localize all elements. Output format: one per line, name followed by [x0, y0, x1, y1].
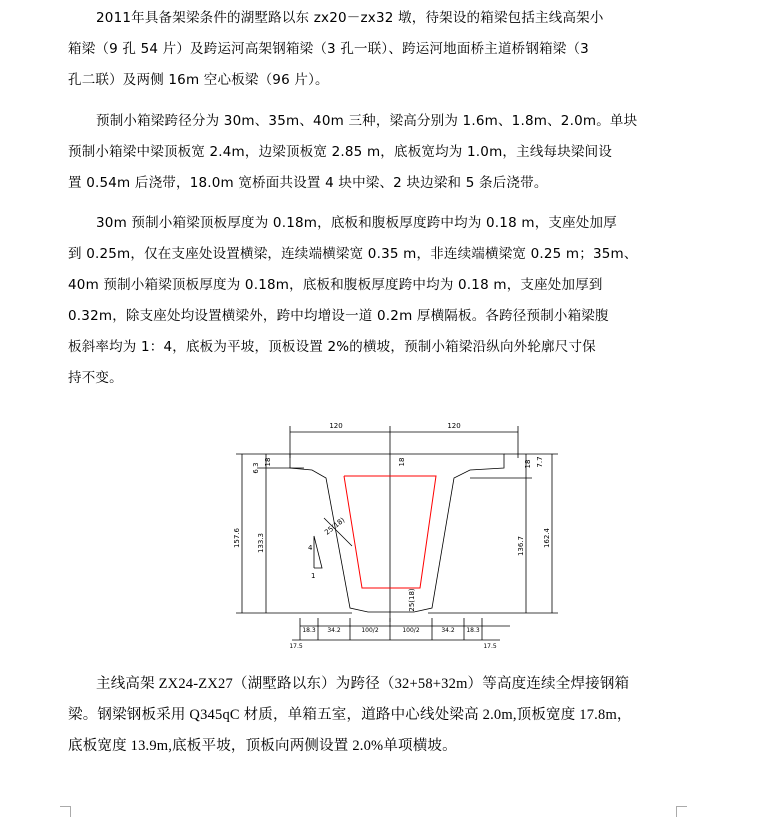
- paragraph-2: [68, 106, 674, 199]
- dim-left-1576: 157.6: [233, 527, 241, 549]
- slope-label-2: 1: [311, 572, 316, 580]
- text-line: 箱梁（9 孔 54 片）及跨运河高架钢箱梁（3 孔一联）、跨运河地面桥主道桥钢箱梁（3: [68, 41, 589, 57]
- text-line: 主线高架 ZX24-ZX27（湖墅路以东）为跨径（32+58+32m）等高度连续全焊接钢箱: [96, 676, 630, 692]
- paragraph-4: [68, 669, 674, 762]
- text-line: 持不变。: [68, 370, 123, 386]
- dim-left-18: 18: [264, 457, 272, 467]
- dim-left-1333: 133.3: [257, 532, 265, 554]
- dim-bottom: 34.2: [441, 627, 455, 634]
- dim-bottom: 100/2: [361, 627, 379, 634]
- text-line: 到 0.25m，仅在支座处设置横梁，连续端横梁宽 0.35 m，非连续端横梁宽 0.25 m；35m、: [68, 246, 638, 262]
- paragraph-3: [68, 208, 674, 394]
- box-girder-section-drawing: [228, 418, 551, 658]
- page-margin-mark-left: [60, 806, 71, 817]
- text-line: 0.32m，除支座处均设置横梁外，跨中均增设一道 0.2m 厚横隔板。各跨径预制小箱梁腹: [68, 308, 609, 324]
- slope-label: 4: [308, 544, 313, 552]
- label-bottom-25-18: 25(18): [408, 588, 416, 612]
- dim-right-18: 18: [524, 459, 532, 469]
- text-line: 板斜率均为 1：4，底板为平坡，顶板设置 2%的横坡，预制小箱梁沿纵向外轮廓尺寸保: [68, 339, 596, 355]
- dim-top-right: 120: [447, 422, 461, 430]
- dim-bottom: 100/2: [402, 627, 420, 634]
- dim-left-63: 6.3: [252, 462, 260, 474]
- text-line: 40m 预制小箱梁顶板厚度为 0.18m，底板和腹板厚度跨中均为 0.18 m，支座处加厚到: [68, 277, 603, 293]
- text-line: 置 0.54m 后浇带，18.0m 宽桥面共设置 4 块中梁、2 块边梁和 5 条后浇带。: [68, 175, 548, 191]
- dim-bottom: 17.5: [289, 643, 303, 650]
- text-line: 梁。钢梁钢板采用 Q345qC 材质，单箱五室，道路中心线处梁高 2.0m,顶板宽度 17.8m，: [68, 707, 632, 723]
- text-line: 预制小箱梁跨径分为 30m、35m、40m 三种，梁高分别为 1.6m、1.8m、2.0m。单块: [96, 113, 638, 129]
- page-margin-mark-right: [676, 806, 687, 817]
- text-line: 2011年具备架梁条件的湖墅路以东 zx20－zx32 墩，待架设的箱梁包括主线高架小: [96, 10, 604, 26]
- label-slab-18: 18: [398, 457, 406, 467]
- dim-right-77: 7.7: [536, 456, 544, 468]
- text-line: 30m 预制小箱梁顶板厚度为 0.18m，底板和腹板厚度跨中均为 0.18 m，支座处加厚: [96, 215, 617, 231]
- dim-bottom: 18.3: [302, 627, 316, 634]
- text-line: 底板宽度 13.9m,底板平坡，顶板向两侧设置 2.0%单项横坡。: [68, 738, 457, 754]
- dim-bottom: 18.3: [466, 627, 480, 634]
- dim-bottom: 17.5: [483, 643, 497, 650]
- paragraph-1: [68, 3, 674, 96]
- text-line: 预制小箱梁中梁顶板宽 2.4m，边梁顶板宽 2.85 m，底板宽均为 1.0m，主线每块梁间设: [68, 144, 613, 160]
- dim-top-left: 120: [329, 422, 343, 430]
- dim-right-1624: 162.4: [543, 527, 551, 549]
- label-web-25-18: 25(18): [323, 516, 347, 537]
- dim-right-1367: 136.7: [517, 535, 525, 557]
- dim-bottom: 34.2: [327, 627, 341, 634]
- text-line: 孔二联）及两侧 16m 空心板梁（96 片）。: [68, 72, 329, 88]
